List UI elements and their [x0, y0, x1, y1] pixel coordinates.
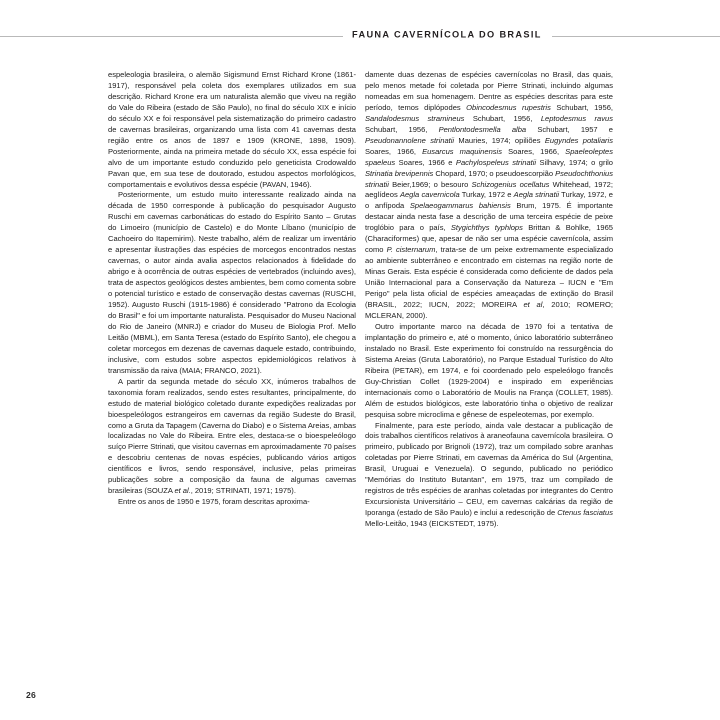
body-paragraph: Outro importante marco na década de 1970 foi a tentativa de implantação do primeiro e, até o momento, único laboratório subterrâneo instalado no Brasil. Este experimento foi construído na ressurgência do Sistema Areias (Gruta Laboratório), no Parque Estadual Turístico do Alto Ribeira (PETAR), em 1974, e foi coordenado pelo espeleólogo francês Guy-Christian Collet (1929-2004) e inspirado em experiências internacionais como o Laboratório de Moulis na França (COLLET, 1985). Além de estudos biológicos, este laboratório tinha o objetivo de realizar pesquisa sobre microclima e gênese de espeleotemas, por exemplo. — [365, 321, 613, 419]
body-columns — [108, 70, 613, 690]
text-column-left — [108, 70, 356, 690]
page-number: 26 — [26, 690, 36, 700]
running-head — [0, 27, 720, 45]
body-paragraph: Posteriormente, um estudo muito interessante realizado ainda na década de 1950 corresponde à publicação do pesquisador Augusto Ruschi em cavernas carbonáticas do estado do Espírito Santo – Grutas do Limoeiro (município de Castelo) e do Monte Líbano (município de Cachoeiro do Itapemirim). Neste trabalho, além de realizar um inventário e apresentar ilustrações das espécies de morcegos encontrados nestas cavernas, o autor ainda avalia aspectos relacionados à fidelidade do abrigo e à ocorrência de outras espécies de vertebrados (incluindo aves), trata de aspectos geológicos destes ambientes, bem como comenta sobre o potencial turístico e estado de conservação destas cavernas (RUSCHI, 1952). Augusto Ruschi (1915-1986) é considerado "Patrono da Ecologia do Brasil" e foi um importante naturalista. Pesquisador do Museu Nacional do Rio de Janeiro (MNRJ) e criador do Museu de Biologia Prof. Mello Leitão (MBML), em Santa Teresa (estado do Espírito Santo), ele chegou a coletar morcegos em dezenas de cavernas daquele estado, contribuindo, inclusive, com estudos sobre aspectos epidemiológicos relativos à transmissão da raiva (MAIA; FRANCO, 2021). — [108, 190, 356, 375]
body-paragraph: A partir da segunda metade do século XX, inúmeros trabalhos de taxonomia foram realizados, sendo estes resultantes, principalmente, do estudo de material biológico coletado durante expedições realizadas por bioespeleólogos estrangeiros em cavernas da região Sudeste do Brasil, como a Gruta da Tapagem (Caverna do Diabo) e o Sistema Areias, ambas localizadas no Vale do Ribeira. Entre eles, destaca-se o bioespeleólogo suíço Pierre Strinati, que visitou cavernas em aproximadamente 70 países e descobriu centenas de novas espécies, publicando vários artigos científicos e livros, sendo responsável, inclusive, pelas primeiras publicações sobre a composição da fauna de algumas cavernas brasileiras (SOUZA et al., 2019; STRINATI, 1971; 1975). — [108, 376, 356, 496]
text-column-right — [365, 70, 613, 690]
running-head-title: FAUNA CAVERNÍCOLA DO BRASIL — [352, 29, 542, 40]
running-head-rule-left — [0, 36, 343, 37]
body-paragraph: damente duas dezenas de espécies cavernícolas no Brasil, das quais, pelo menos metade foi coletada por Pierre Strinati, incluindo algumas nomeadas em sua homenagem. Dentre as espécies descritas para este período, temos diplópodes Obincodesmus rupestris Schubart, 1956, Sandalodesmus stramineus Schubart, 1956, Leptodesmus ravus Schubart, 1956, Pentlontodesmella alba Schubart, 1957 e Pseudonannolene strinatii Mauries, 1974; opiliões Eugyndes potaliaris Soares, 1966, Eusarcus maquinensis Soares, 1966, Spaeleoleptes spaeleus Soares, 1966 e Pachylospeleus strinatii Silhavy, 1974; o grilo Strinatia brevipennis Chopard, 1970; o pseudoescorpião Pseudochthonius strinatii Beier,1969; o besouro Schizogenius ocellatus Whitehead, 1972; aeglídeos Aegla cavernicola Turkay, 1972 e Aegla strinatii Turkay, 1972, e o anfípoda Spelaeogammarus bahiensis Brum, 1975. É importante destacar ainda nesta fase a descrição de uma terceira espécie de peixe troglóbio para o país, Stygichthys typhlops Brittan & Bohlke, 1965 (Characiformes) que, apesar de não ser uma espécie cavernícola, assim como P. cisternarum, trata-se de um peixe extremamente especializado ao ambiente subterrâneo e encontrado em cisternas na região norte de Minas Gerais. Esta espécie é considerada como deficiente de dados pela União Internacional para a Conservação da Natureza – IUCN e "Em Perigo" pela lista oficial de espécies ameaçadas de extinção do Brasil (BRASIL, 2022; IUCN, 2022; MOREIRA et al, 2010; ROMERO; MCLERAN, 2000). — [365, 70, 614, 320]
body-paragraph: espeleologia brasileira, o alemão Sigismund Ernst Richard Krone (1861-1917), responsável pela coleta dos exemplares utilizados em sua descrição. Richard Krone era um naturalista alemão que viveu na região do Vale do Ribeira (estado de São Paulo), no final do século XIX e início do século XX e foi responsável pela sistematização do primeiro cadastro de cavernas brasileiras, organizando uma lista com 41 cavernas desta região entre os anos de 1897 e 1909 (KRONE, 1898, 1909). Posteriormente, ainda na primeira metade do século XX, essa espécie foi alvo de um importante estudo conduzido pelo geneticista Crodowaldo Pavan que, em sua tese de doutorado, estudou aspectos morfológicos, comportamentais e evolutivos dessa espécie (PAVAN, 1946). — [108, 70, 356, 189]
running-head-rule-right — [552, 36, 720, 37]
body-paragraph: Finalmente, para este período, ainda vale destacar a publicação de dois trabalhos científicos relativos à araneofauna cavernícola brasileira. O primeiro, publicado por Brignoli (1972), traz um compilado sobre aranhas coletadas por Pierre Strinati, em cavernas da América do Sul (Argentina, Brasil, Uruguai e Venezuela). O segundo, publicado no periódico "Memórias do Instituto Butantan", em 1975, traz um compilado de registros de três espécies de aranhas coletadas por integrantes do Centro Excursionista Universitário – CEU, em cavernas calcárias da região de Iporanga (estado de São Paulo) e inclui a redescrição de Ctenus fasciatus Mello-Leitão, 1943 (EICKSTEDT, 1975). — [365, 420, 613, 529]
body-paragraph: Entre os anos de 1950 e 1975, foram descritas aproxima- — [118, 497, 310, 507]
